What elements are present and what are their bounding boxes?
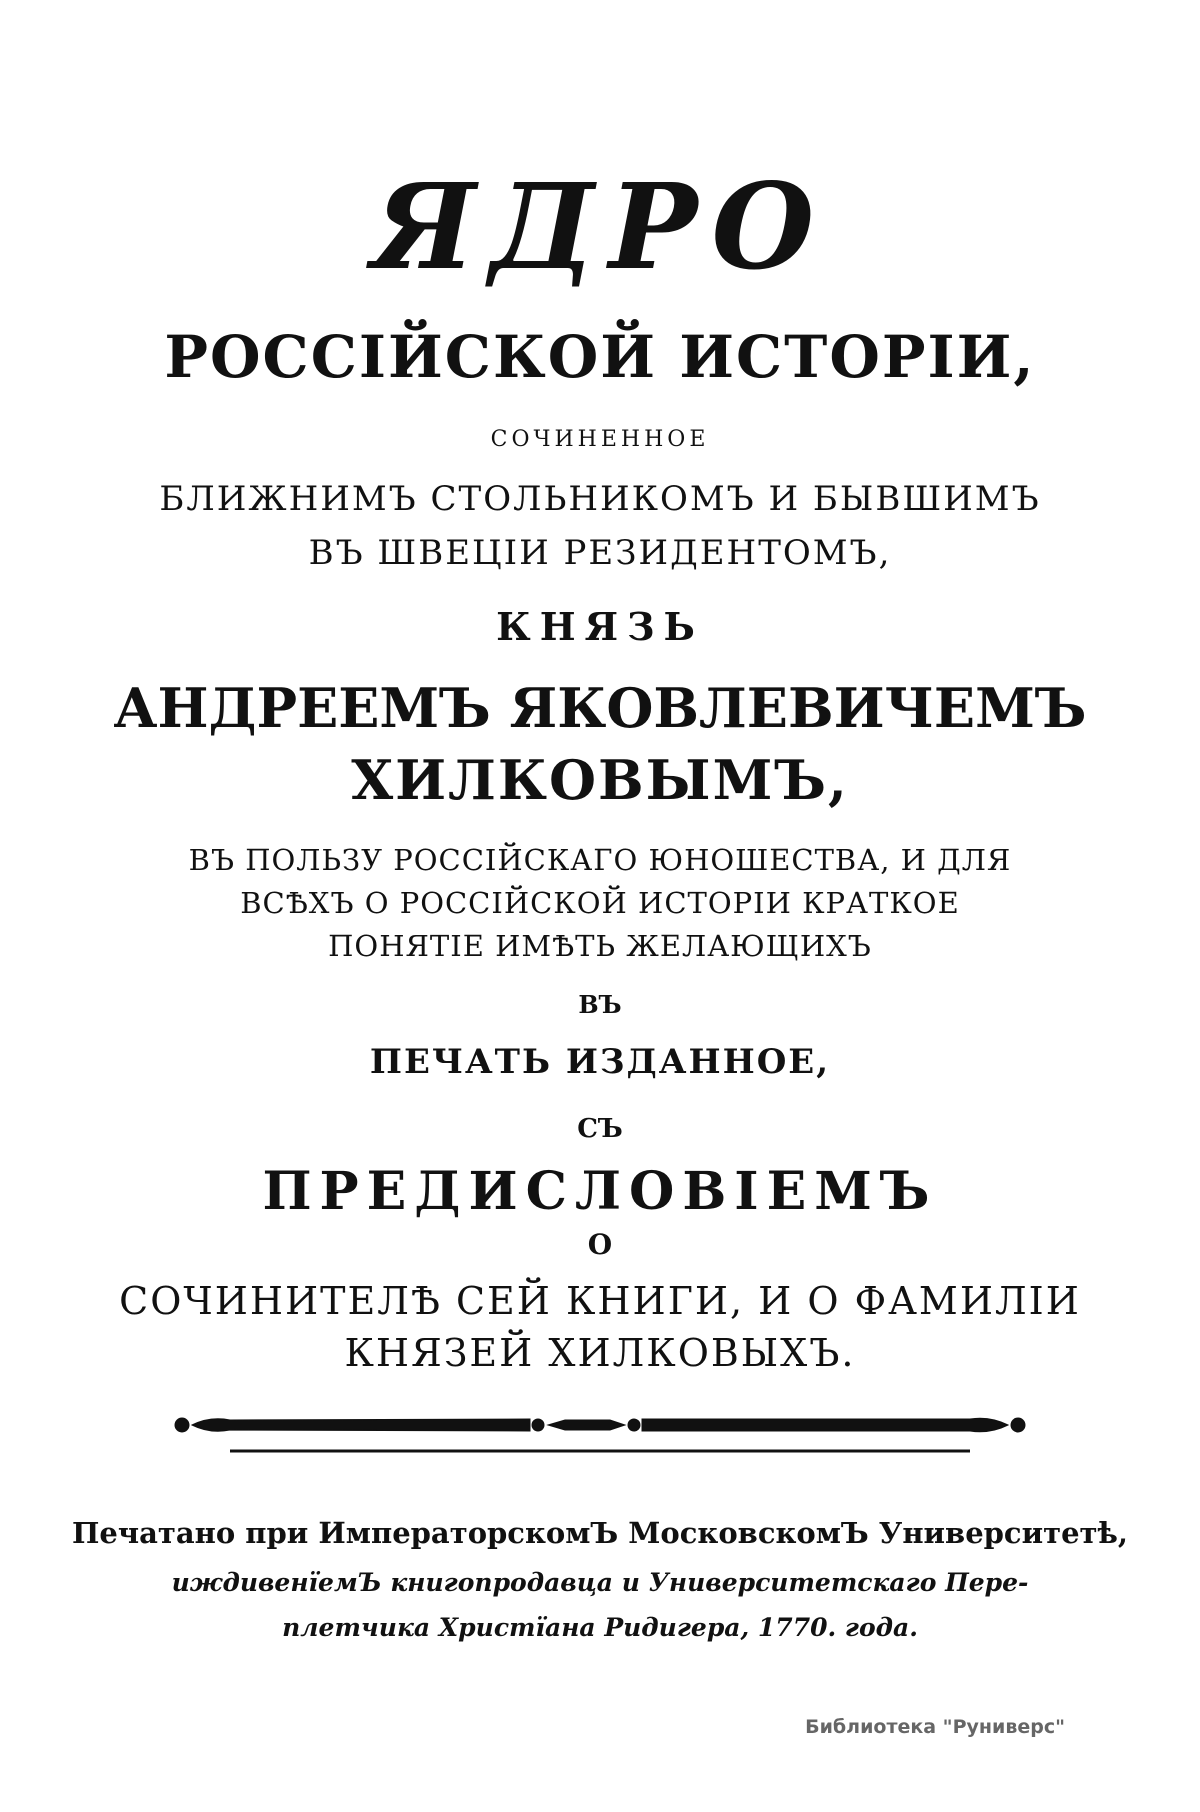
title-line-17: СОЧИНИТЕЛѢ СЕЙ КНИГИ, И О ФАМИЛІИ bbox=[119, 1279, 1081, 1323]
book-subtitle: РОССІЙСКОЙ ИСТОРІИ, bbox=[164, 323, 1036, 391]
title-line-5: ВЪ ШВЕЦІИ РЕЗИДЕНТОМЪ, bbox=[308, 533, 892, 573]
title-line-9: ВЪ ПОЛЬЗУ РОССІЙСКАГО ЮНОШЕСТВА, И ДЛЯ bbox=[188, 843, 1012, 877]
title-line-16: О bbox=[587, 1228, 613, 1261]
preface-heading: ПРЕДИСЛОВІЕМЪ bbox=[262, 1161, 938, 1222]
title-line-12: ВЪ bbox=[578, 990, 622, 1019]
title-line-6: КНЯЗЬ bbox=[496, 604, 704, 649]
library-credit: Библиотека "Руниверс" bbox=[805, 1716, 1065, 1738]
author-surname: ХИЛКОВЫМЪ, bbox=[351, 748, 849, 812]
title-line-10: ВСѢХЪ О РОССІЙСКОЙ ИСТОРІИ КРАТКОЕ bbox=[240, 886, 960, 920]
title-line-4: БЛИЖНИМЪ СТОЛЬНИКОМЪ И БЫВШИМЪ bbox=[159, 479, 1041, 519]
imprint-line-1: Печатано при ИмператорскомЪ МосковскомЪ Университетѣ, bbox=[72, 1516, 1128, 1550]
imprint-line-3: плетчика Христїана Ридигера, 1770. года. bbox=[282, 1613, 918, 1642]
author-name: АНДРЕЕМЪ ЯКОВЛЕВИЧЕМЪ bbox=[113, 676, 1087, 740]
ornament-divider bbox=[170, 1404, 1030, 1464]
title-line-13: ПЕЧАТЬ ИЗДАННОЕ, bbox=[369, 1042, 831, 1082]
title-line-18: КНЯЗЕЙ ХИЛКОВЫХЪ. bbox=[344, 1331, 856, 1375]
title-line-14: СЪ bbox=[577, 1114, 623, 1144]
book-title: ЯДРО bbox=[371, 157, 829, 296]
title-line-3: СОЧИНЕННОЕ bbox=[490, 427, 710, 452]
imprint-line-2: иждивенїемЪ книгопродавца и Университетскаго Пере- bbox=[171, 1568, 1029, 1597]
title-line-11: ПОНЯТІЕ ИМѢТЬ ЖЕЛАЮЩИХЪ bbox=[328, 929, 872, 963]
